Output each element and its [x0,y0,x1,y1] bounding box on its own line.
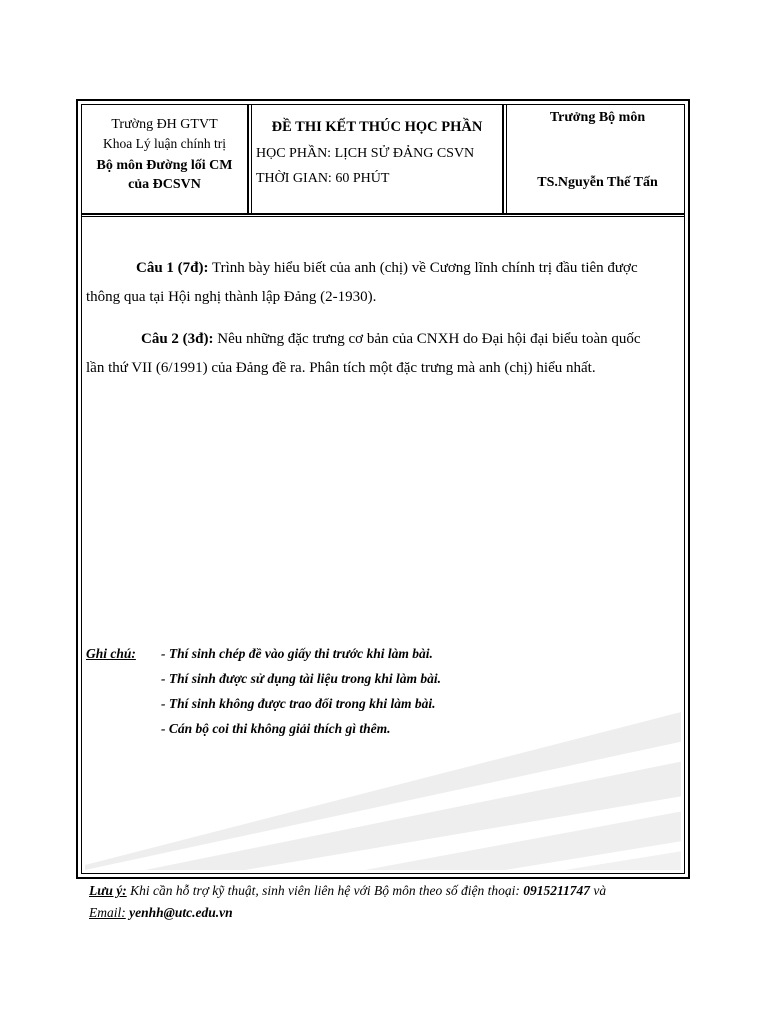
question-1-text-line2: thông qua tại Hội nghị thành lập Đảng (2-1930). [86,289,377,305]
question-1 [86,254,688,312]
header-divider-inner [82,216,684,217]
footer-email[interactable]: yenhh@utc.edu.vn [125,905,233,920]
footer-label: Lưu ý: [89,883,127,898]
exam-inner-frame [81,104,685,874]
footer-email-label: Email: [89,905,126,920]
footer-phone: 0915211747 [523,883,590,898]
header-divider [82,213,684,215]
exam-time: THỜI GIAN: 60 PHÚT [256,171,390,186]
department-name-line2: của ĐCSVN [128,177,201,192]
department-name-line1: Bộ môn Đường lối CM [96,158,233,173]
footer-note [89,880,689,924]
school-name: Trường ĐH GTVT [111,117,218,132]
question-1-label: Câu 1 (7đ): [136,260,209,276]
head-of-department-name: TS.Nguyễn Thế Tấn [537,175,658,190]
exam-course: HỌC PHẦN: LỊCH SỬ ĐẢNG CSVN [256,146,475,161]
header-exam-box [251,105,504,213]
header-approval-box [506,105,688,213]
faculty-name: Khoa Lý luận chính trị [103,136,226,151]
question-2-text-line1: Nêu những đặc trưng cơ bản của CNXH do Đại hội đại biểu toàn quốc [213,331,641,347]
exam-frame [76,99,690,879]
exam-title: ĐỀ THI KẾT THÚC HỌC PHẦN [271,119,483,135]
question-2 [86,325,688,383]
notes-label: Ghi chú: [86,646,136,661]
question-1-text-line1: Trình bày hiểu biết của anh (chị) về Cương lĩnh chính trị đầu tiên được [208,260,638,276]
question-2-text-line2: lần thứ VII (6/1991) của Đảng đề ra. Phân tích một đặc trưng mà anh (chị) hiểu nhất. [86,360,596,376]
note-item-3: - Thí sinh không được trao đổi trong khi làm bài. [161,696,436,711]
footer-text: Khi cần hỗ trợ kỹ thuật, sinh viên liên hệ với Bộ môn theo số điện thoại: [126,883,524,898]
note-item-4: - Cán bộ coi thi không giải thích gì thêm. [161,721,391,736]
footer-and: và [589,883,607,898]
header-school-box [82,105,249,213]
question-2-label: Câu 2 (3đ): [141,331,214,347]
note-item-1: - Thí sinh chép đề vào giấy thi trước khi làm bài. [161,646,433,661]
head-of-department-title: Trưởng Bộ môn [549,110,646,125]
note-item-2: - Thí sinh được sử dụng tài liệu trong khi làm bài. [161,671,441,686]
